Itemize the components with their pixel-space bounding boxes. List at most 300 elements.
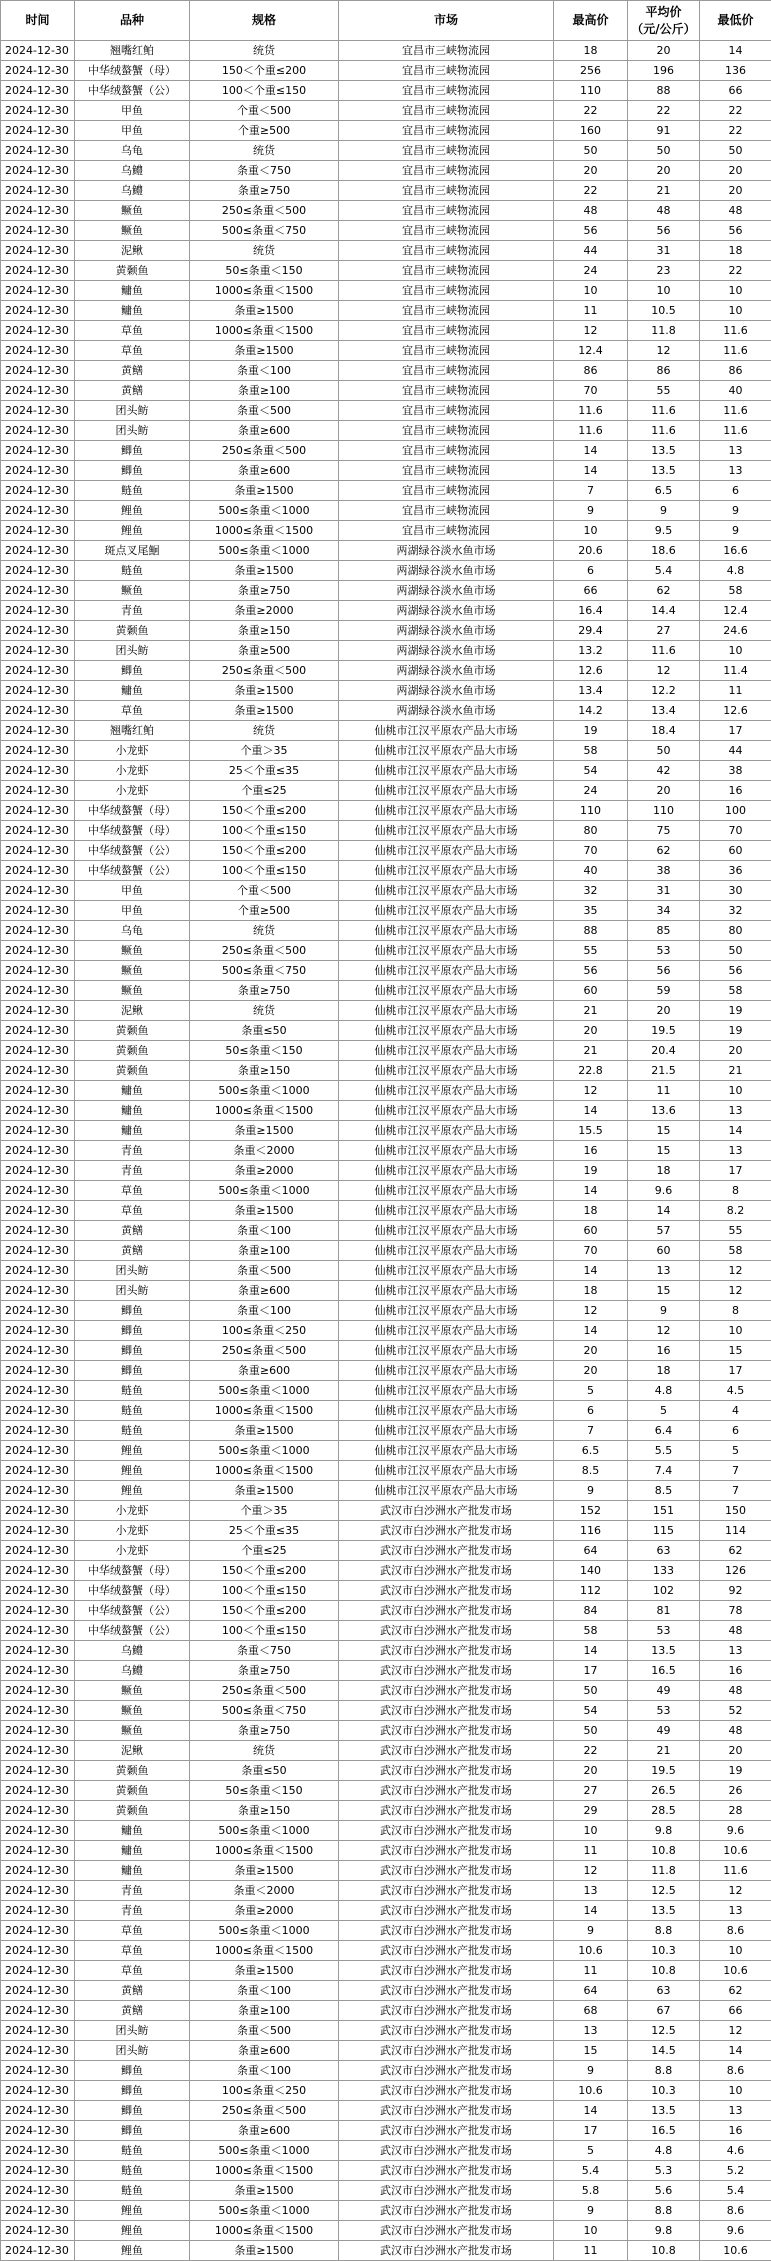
header-avg-price-line2: （元/公斤） [628,21,699,38]
cell-time: 2024-12-30 [1,1801,75,1821]
cell-max-price: 35 [554,901,628,921]
cell-avg-price: 15 [628,1121,700,1141]
cell-time: 2024-12-30 [1,981,75,1001]
cell-avg-price: 8.8 [628,2061,700,2081]
cell-avg-price: 8.5 [628,1481,700,1501]
cell-market: 武汉市白沙洲水产批发市场 [339,1641,554,1661]
cell-time: 2024-12-30 [1,241,75,261]
cell-min-price: 17 [700,721,771,741]
cell-max-price: 21 [554,1001,628,1021]
cell-time: 2024-12-30 [1,1181,75,1201]
cell-time: 2024-12-30 [1,61,75,81]
cell-market: 武汉市白沙洲水产批发市场 [339,1601,554,1621]
cell-min-price: 11.6 [700,401,771,421]
table-row [1,481,771,501]
cell-variety: 草鱼 [75,341,190,361]
cell-time: 2024-12-30 [1,501,75,521]
cell-max-price: 6 [554,1401,628,1421]
cell-time: 2024-12-30 [1,1221,75,1241]
cell-min-price: 44 [700,741,771,761]
cell-avg-price: 20 [628,1001,700,1021]
cell-time: 2024-12-30 [1,881,75,901]
cell-max-price: 15 [554,2041,628,2061]
cell-market: 武汉市白沙洲水产批发市场 [339,2161,554,2181]
cell-min-price: 7 [700,1481,771,1501]
cell-max-price: 9 [554,2201,628,2221]
cell-market: 仙桃市江汉平原农产品大市场 [339,1001,554,1021]
table-row [1,2021,771,2041]
cell-spec: 条重≥1500 [190,2241,339,2261]
cell-market: 武汉市白沙洲水产批发市场 [339,2201,554,2221]
cell-min-price: 10 [700,1321,771,1341]
cell-avg-price: 23 [628,261,700,281]
cell-time: 2024-12-30 [1,1341,75,1361]
table-row [1,2081,771,2101]
cell-min-price: 150 [700,1501,771,1521]
cell-market: 武汉市白沙洲水产批发市场 [339,1921,554,1941]
table-row [1,1601,771,1621]
cell-spec: 150＜个重≤200 [190,841,339,861]
cell-spec: 条重≥1500 [190,341,339,361]
cell-min-price: 4.5 [700,1381,771,1401]
cell-spec: 条重≥600 [190,1361,339,1381]
cell-time: 2024-12-30 [1,1901,75,1921]
cell-variety: 甲鱼 [75,901,190,921]
cell-variety: 鲤鱼 [75,1461,190,1481]
cell-spec: 500≤条重＜750 [190,221,339,241]
cell-time: 2024-12-30 [1,1421,75,1441]
table-row [1,1321,771,1341]
cell-spec: 条重＜100 [190,1981,339,2001]
cell-time: 2024-12-30 [1,781,75,801]
table-row [1,1721,771,1741]
table-row [1,781,771,801]
cell-min-price: 58 [700,981,771,1001]
cell-spec: 个重≤25 [190,781,339,801]
cell-min-price: 10 [700,281,771,301]
cell-avg-price: 31 [628,881,700,901]
cell-variety: 鲤鱼 [75,2241,190,2261]
cell-variety: 中华绒螯蟹（母） [75,1561,190,1581]
table-row [1,1841,771,1861]
table-row [1,981,771,1001]
cell-avg-price: 20.4 [628,1041,700,1061]
cell-spec: 条重≥600 [190,2121,339,2141]
cell-time: 2024-12-30 [1,1521,75,1541]
cell-max-price: 54 [554,761,628,781]
cell-time: 2024-12-30 [1,1361,75,1381]
cell-max-price: 44 [554,241,628,261]
cell-spec: 100＜个重≤150 [190,1581,339,1601]
table-row [1,421,771,441]
cell-market: 武汉市白沙洲水产批发市场 [339,1661,554,1681]
cell-max-price: 11 [554,301,628,321]
cell-spec: 条重≥750 [190,981,339,1001]
table-row [1,241,771,261]
cell-min-price: 8.6 [700,2201,771,2221]
cell-max-price: 55 [554,941,628,961]
cell-time: 2024-12-30 [1,1381,75,1401]
cell-variety: 乌龟 [75,141,190,161]
cell-variety: 团头鲂 [75,1281,190,1301]
table-row [1,1781,771,1801]
cell-time: 2024-12-30 [1,2141,75,2161]
table-row [1,2061,771,2081]
header-market: 市场 [339,1,554,41]
cell-avg-price: 14.4 [628,601,700,621]
cell-avg-price: 49 [628,1681,700,1701]
cell-market: 仙桃市江汉平原农产品大市场 [339,1401,554,1421]
cell-time: 2024-12-30 [1,141,75,161]
cell-min-price: 22 [700,121,771,141]
cell-spec: 1000≤条重＜1500 [190,281,339,301]
cell-max-price: 19 [554,1161,628,1181]
table-row [1,461,771,481]
cell-max-price: 11 [554,2241,628,2261]
cell-market: 仙桃市江汉平原农产品大市场 [339,921,554,941]
cell-time: 2024-12-30 [1,1301,75,1321]
cell-max-price: 14 [554,1261,628,1281]
cell-min-price: 5.4 [700,2181,771,2201]
cell-variety: 中华绒螯蟹（公） [75,81,190,101]
cell-variety: 甲鱼 [75,121,190,141]
cell-variety: 鲫鱼 [75,1301,190,1321]
cell-variety: 斑点叉尾鮰 [75,541,190,561]
cell-time: 2024-12-30 [1,1701,75,1721]
cell-min-price: 40 [700,381,771,401]
cell-spec: 条重≥100 [190,2001,339,2021]
cell-market: 仙桃市江汉平原农产品大市场 [339,1061,554,1081]
cell-market: 宜昌市三峡物流园 [339,221,554,241]
cell-avg-price: 11.8 [628,1861,700,1881]
cell-spec: 100＜个重≤150 [190,861,339,881]
cell-variety: 草鱼 [75,1921,190,1941]
cell-variety: 翘嘴红鲌 [75,41,190,61]
cell-avg-price: 42 [628,761,700,781]
cell-min-price: 100 [700,801,771,821]
cell-max-price: 50 [554,1681,628,1701]
cell-min-price: 13 [700,1641,771,1661]
cell-market: 仙桃市江汉平原农产品大市场 [339,781,554,801]
cell-avg-price: 67 [628,2001,700,2021]
cell-max-price: 9 [554,501,628,521]
cell-market: 宜昌市三峡物流园 [339,61,554,81]
cell-variety: 鲢鱼 [75,2161,190,2181]
cell-variety: 团头鲂 [75,421,190,441]
cell-min-price: 14 [700,1121,771,1141]
cell-avg-price: 49 [628,1721,700,1741]
cell-avg-price: 81 [628,1601,700,1621]
cell-market: 仙桃市江汉平原农产品大市场 [339,861,554,881]
cell-market: 武汉市白沙洲水产批发市场 [339,1741,554,1761]
cell-variety: 小龙虾 [75,1501,190,1521]
cell-spec: 条重≥1500 [190,1421,339,1441]
cell-spec: 条重＜2000 [190,1881,339,1901]
cell-market: 仙桃市江汉平原农产品大市场 [339,1081,554,1101]
cell-time: 2024-12-30 [1,1721,75,1741]
cell-spec: 条重≥100 [190,1241,339,1261]
table-row [1,81,771,101]
table-row [1,501,771,521]
cell-variety: 中华绒螯蟹（母） [75,1581,190,1601]
cell-max-price: 110 [554,801,628,821]
cell-spec: 个重≥500 [190,901,339,921]
cell-market: 仙桃市江汉平原农产品大市场 [339,1041,554,1061]
cell-avg-price: 8.8 [628,2201,700,2221]
cell-min-price: 52 [700,1701,771,1721]
cell-market: 宜昌市三峡物流园 [339,421,554,441]
cell-max-price: 6 [554,561,628,581]
cell-min-price: 12.6 [700,701,771,721]
cell-spec: 条重≥2000 [190,601,339,621]
cell-avg-price: 13.5 [628,1901,700,1921]
cell-market: 宜昌市三峡物流园 [339,41,554,61]
cell-min-price: 19 [700,1761,771,1781]
cell-variety: 鳙鱼 [75,281,190,301]
cell-avg-price: 13.5 [628,1641,700,1661]
cell-variety: 乌鳢 [75,161,190,181]
table-row [1,1421,771,1441]
cell-variety: 鳙鱼 [75,1861,190,1881]
cell-spec: 统货 [190,1001,339,1021]
table-row [1,1661,771,1681]
table-row [1,721,771,741]
cell-spec: 条重≥150 [190,621,339,641]
cell-min-price: 12.4 [700,601,771,621]
cell-min-price: 18 [700,241,771,261]
cell-spec: 500≤条重＜1000 [190,2201,339,2221]
cell-avg-price: 12.5 [628,2021,700,2041]
cell-spec: 条重＜100 [190,2061,339,2081]
cell-max-price: 13.2 [554,641,628,661]
table-row [1,401,771,421]
table-row [1,1341,771,1361]
cell-variety: 鳙鱼 [75,1821,190,1841]
cell-time: 2024-12-30 [1,521,75,541]
cell-variety: 黄鳝 [75,1981,190,2001]
cell-min-price: 14 [700,41,771,61]
cell-market: 武汉市白沙洲水产批发市场 [339,1961,554,1981]
cell-market: 宜昌市三峡物流园 [339,81,554,101]
table-row [1,821,771,841]
cell-min-price: 10.6 [700,1841,771,1861]
cell-max-price: 6.5 [554,1441,628,1461]
cell-market: 仙桃市江汉平原农产品大市场 [339,901,554,921]
cell-market: 宜昌市三峡物流园 [339,181,554,201]
cell-avg-price: 11.6 [628,641,700,661]
table-row [1,1621,771,1641]
cell-avg-price: 91 [628,121,700,141]
header-max-price: 最高价 [554,1,628,41]
cell-time: 2024-12-30 [1,1681,75,1701]
cell-market: 宜昌市三峡物流园 [339,461,554,481]
cell-market: 宜昌市三峡物流园 [339,521,554,541]
cell-time: 2024-12-30 [1,441,75,461]
cell-min-price: 14 [700,2041,771,2061]
cell-variety: 鲫鱼 [75,1321,190,1341]
cell-market: 武汉市白沙洲水产批发市场 [339,1981,554,2001]
cell-avg-price: 63 [628,1981,700,2001]
cell-time: 2024-12-30 [1,121,75,141]
cell-spec: 条重≥1500 [190,481,339,501]
cell-variety: 小龙虾 [75,761,190,781]
table-row [1,1821,771,1841]
cell-min-price: 8 [700,1181,771,1201]
cell-spec: 250≤条重＜500 [190,2101,339,2121]
cell-variety: 黄颡鱼 [75,1041,190,1061]
cell-time: 2024-12-30 [1,801,75,821]
cell-avg-price: 10.3 [628,2081,700,2101]
cell-time: 2024-12-30 [1,701,75,721]
cell-avg-price: 27 [628,621,700,641]
cell-max-price: 110 [554,81,628,101]
cell-avg-price: 13.5 [628,461,700,481]
cell-variety: 黄颡鱼 [75,1061,190,1081]
cell-min-price: 16 [700,781,771,801]
cell-time: 2024-12-30 [1,2221,75,2241]
cell-avg-price: 11.8 [628,321,700,341]
cell-max-price: 16 [554,1141,628,1161]
cell-variety: 黄颡鱼 [75,1781,190,1801]
cell-spec: 条重≥1500 [190,681,339,701]
cell-avg-price: 59 [628,981,700,1001]
cell-time: 2024-12-30 [1,1661,75,1681]
cell-market: 仙桃市江汉平原农产品大市场 [339,881,554,901]
cell-market: 仙桃市江汉平原农产品大市场 [339,1241,554,1261]
cell-time: 2024-12-30 [1,381,75,401]
cell-avg-price: 28.5 [628,1801,700,1821]
cell-market: 仙桃市江汉平原农产品大市场 [339,741,554,761]
table-row [1,681,771,701]
cell-market: 武汉市白沙洲水产批发市场 [339,1901,554,1921]
cell-time: 2024-12-30 [1,1201,75,1221]
cell-spec: 条重≥1500 [190,561,339,581]
cell-min-price: 4 [700,1401,771,1421]
cell-market: 武汉市白沙洲水产批发市场 [339,1561,554,1581]
cell-max-price: 14 [554,461,628,481]
cell-market: 两湖绿谷淡水鱼市场 [339,701,554,721]
cell-variety: 鲢鱼 [75,2141,190,2161]
cell-variety: 鳜鱼 [75,221,190,241]
cell-min-price: 17 [700,1161,771,1181]
cell-max-price: 22 [554,181,628,201]
cell-min-price: 20 [700,1041,771,1061]
cell-variety: 鳜鱼 [75,941,190,961]
cell-market: 仙桃市江汉平原农产品大市场 [339,1281,554,1301]
cell-min-price: 60 [700,841,771,861]
cell-min-price: 8.6 [700,1921,771,1941]
cell-variety: 甲鱼 [75,881,190,901]
cell-avg-price: 7.4 [628,1461,700,1481]
cell-variety: 团头鲂 [75,1261,190,1281]
cell-market: 武汉市白沙洲水产批发市场 [339,2141,554,2161]
table-row [1,1241,771,1261]
cell-variety: 黄颡鱼 [75,621,190,641]
cell-market: 仙桃市江汉平原农产品大市场 [339,1181,554,1201]
cell-avg-price: 16 [628,1341,700,1361]
cell-avg-price: 26.5 [628,1781,700,1801]
cell-spec: 250≤条重＜500 [190,1681,339,1701]
cell-market: 宜昌市三峡物流园 [339,341,554,361]
cell-avg-price: 53 [628,941,700,961]
cell-variety: 泥鳅 [75,1741,190,1761]
cell-avg-price: 20 [628,41,700,61]
cell-variety: 黄鳝 [75,361,190,381]
cell-market: 武汉市白沙洲水产批发市场 [339,1861,554,1881]
cell-time: 2024-12-30 [1,1121,75,1141]
cell-time: 2024-12-30 [1,281,75,301]
cell-min-price: 11.6 [700,421,771,441]
table-row [1,121,771,141]
table-row [1,961,771,981]
cell-min-price: 10 [700,301,771,321]
cell-avg-price: 12 [628,341,700,361]
cell-min-price: 10 [700,1081,771,1101]
table-row [1,101,771,121]
cell-avg-price: 110 [628,801,700,821]
cell-avg-price: 115 [628,1521,700,1541]
cell-variety: 鲤鱼 [75,521,190,541]
cell-spec: 50≤条重＜150 [190,261,339,281]
cell-min-price: 50 [700,941,771,961]
cell-min-price: 13 [700,2101,771,2121]
cell-variety: 中华绒螯蟹（公） [75,1621,190,1641]
cell-market: 宜昌市三峡物流园 [339,381,554,401]
cell-min-price: 36 [700,861,771,881]
cell-market: 两湖绿谷淡水鱼市场 [339,661,554,681]
cell-min-price: 11.6 [700,341,771,361]
cell-variety: 甲鱼 [75,101,190,121]
cell-variety: 青鱼 [75,1161,190,1181]
cell-market: 宜昌市三峡物流园 [339,501,554,521]
table-row [1,381,771,401]
table-row [1,881,771,901]
cell-spec: 250≤条重＜500 [190,201,339,221]
cell-variety: 翘嘴红鲌 [75,721,190,741]
cell-market: 仙桃市江汉平原农产品大市场 [339,1361,554,1381]
cell-max-price: 21 [554,1041,628,1061]
cell-market: 仙桃市江汉平原农产品大市场 [339,961,554,981]
cell-market: 仙桃市江汉平原农产品大市场 [339,1101,554,1121]
table-row [1,1041,771,1061]
table-row [1,601,771,621]
cell-min-price: 48 [700,1721,771,1741]
cell-variety: 乌鳢 [75,1641,190,1661]
cell-variety: 小龙虾 [75,741,190,761]
cell-variety: 鳙鱼 [75,1101,190,1121]
cell-max-price: 9 [554,1481,628,1501]
cell-market: 两湖绿谷淡水鱼市场 [339,541,554,561]
cell-min-price: 66 [700,2001,771,2021]
cell-max-price: 18 [554,1201,628,1221]
header-row [1,1,771,41]
cell-time: 2024-12-30 [1,1821,75,1841]
table-row [1,2121,771,2141]
cell-market: 宜昌市三峡物流园 [339,481,554,501]
table-row [1,801,771,821]
table-row [1,1921,771,1941]
cell-market: 武汉市白沙洲水产批发市场 [339,1781,554,1801]
cell-variety: 鲢鱼 [75,1401,190,1421]
cell-time: 2024-12-30 [1,1281,75,1301]
cell-avg-price: 22 [628,101,700,121]
table-row [1,521,771,541]
cell-time: 2024-12-30 [1,821,75,841]
cell-spec: 1000≤条重＜1500 [190,1401,339,1421]
cell-variety: 团头鲂 [75,401,190,421]
cell-avg-price: 13.6 [628,1101,700,1121]
cell-variety: 鳜鱼 [75,581,190,601]
